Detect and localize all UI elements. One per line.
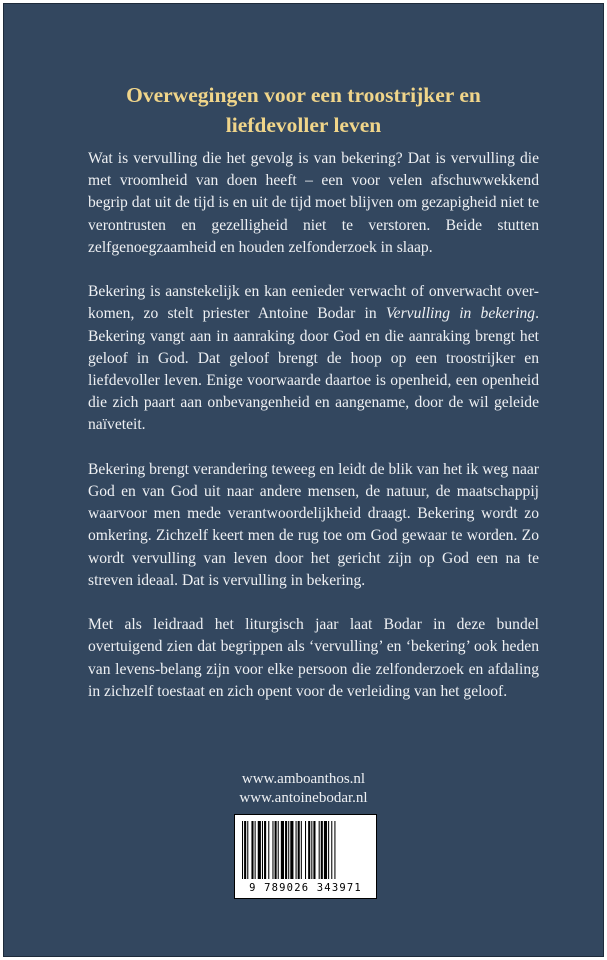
barcode-bar [244,821,246,879]
author-url[interactable]: www.antoinebodar.nl [239,790,368,806]
barcode-bar [321,821,323,879]
barcode-bar [258,821,261,879]
paragraph-2-after: . Bekering vangt aan in aanraking door God en die aanraking brengt het geloof in God. Dat geloof brengt de hoop op een troostrijker en liefdevoller leven. Enige voorwaarde daartoe is openheid, een openheid die zich paart aan onbevangenheid en aangename, door de wil geleide naïveteit. [88,305,539,434]
barcode-bar [242,821,243,879]
barcode-bar [247,821,248,879]
barcode-bar [268,821,269,879]
barcode-bar [308,821,310,879]
barcode-bar [313,821,315,879]
barcode-bar [301,821,302,879]
website-links [4,770,603,808]
cover-heading [4,80,603,140]
barcode-bar [305,821,306,879]
barcode-bar [288,821,289,879]
paragraph-4: Met als leidraad het liturgisch jaar laat Bodar in deze bundel overtuigend zien dat begrippen als ‘vervulling’ en ‘bekering’ ook heden van levens-belang zijn voor elke persoon die zelfonderzoek en afdaling in zichzelf toestaat en zich opent voor de verleiding van het geloof. [88,616,539,700]
paragraph-1: Wat is vervulling die het gevolg is van bekering? Dat is vervulling die met vroomheid van doen heeft – een voor velen afschuwwekkend begrip dat uit de tijd is en uit de tijd moet blijven om gezapigheid niet te verontrusten en gezelligheid niet te verstoren. Beide stutten zelfgenoegzaamheid en houden zelfonderzoek in slaap. [88,150,539,256]
barcode-bar [262,821,263,879]
barcode [234,814,377,899]
barcode-bar [255,821,256,879]
barcode-bar [278,821,279,879]
paragraph-2 [88,281,539,436]
barcode-bar [324,821,327,879]
barcode-bar [272,821,273,879]
barcode-bar [264,821,266,879]
barcode-bar [298,821,300,879]
back-cover [3,3,604,957]
barcode-bar [331,821,332,879]
publisher-url[interactable]: www.amboanthos.nl [241,771,366,787]
barcode-bar [290,821,293,879]
isbn-number: 9 789026 343971 [249,882,362,894]
barcode-bar [285,821,287,879]
barcode-bars-icon [242,821,370,879]
paragraph-3: Bekering brengt verandering teweeg en leidt de blik van het ik weg naar God en van God uit naar andere mensen, de natuur, de maatschappij waarvoor men mede verantwoordelijkheid draagt. Bekering wordt zo omkering. Zichzelf keert men de rug toe om God gewaar te worden. Zo wordt vervulling van leven door het gericht zijn op God een na te streven ideaal. Dat is vervulling in bekering. [88,460,539,589]
barcode-bar [334,821,335,879]
barcode-bar [319,821,320,879]
barcode-bar [281,821,284,879]
barcode-bar [275,821,277,879]
barcode-bar [311,821,312,879]
heading-line-1: Overwegingen voor een troostrijker en [126,83,481,107]
blurb-text [88,148,539,725]
book-title-italic: Vervulling in bekering [385,305,536,323]
paragraph-2-before: Bekering is aanstekelijk en kan eenieder verwacht of onverwacht over-komen, zo stelt priester Antoine Bodar in [88,283,539,323]
barcode-bar [328,821,329,879]
barcode-bar [296,821,297,879]
barcode-bar [251,821,253,879]
heading-line-2: liefdevoller leven [225,113,382,137]
